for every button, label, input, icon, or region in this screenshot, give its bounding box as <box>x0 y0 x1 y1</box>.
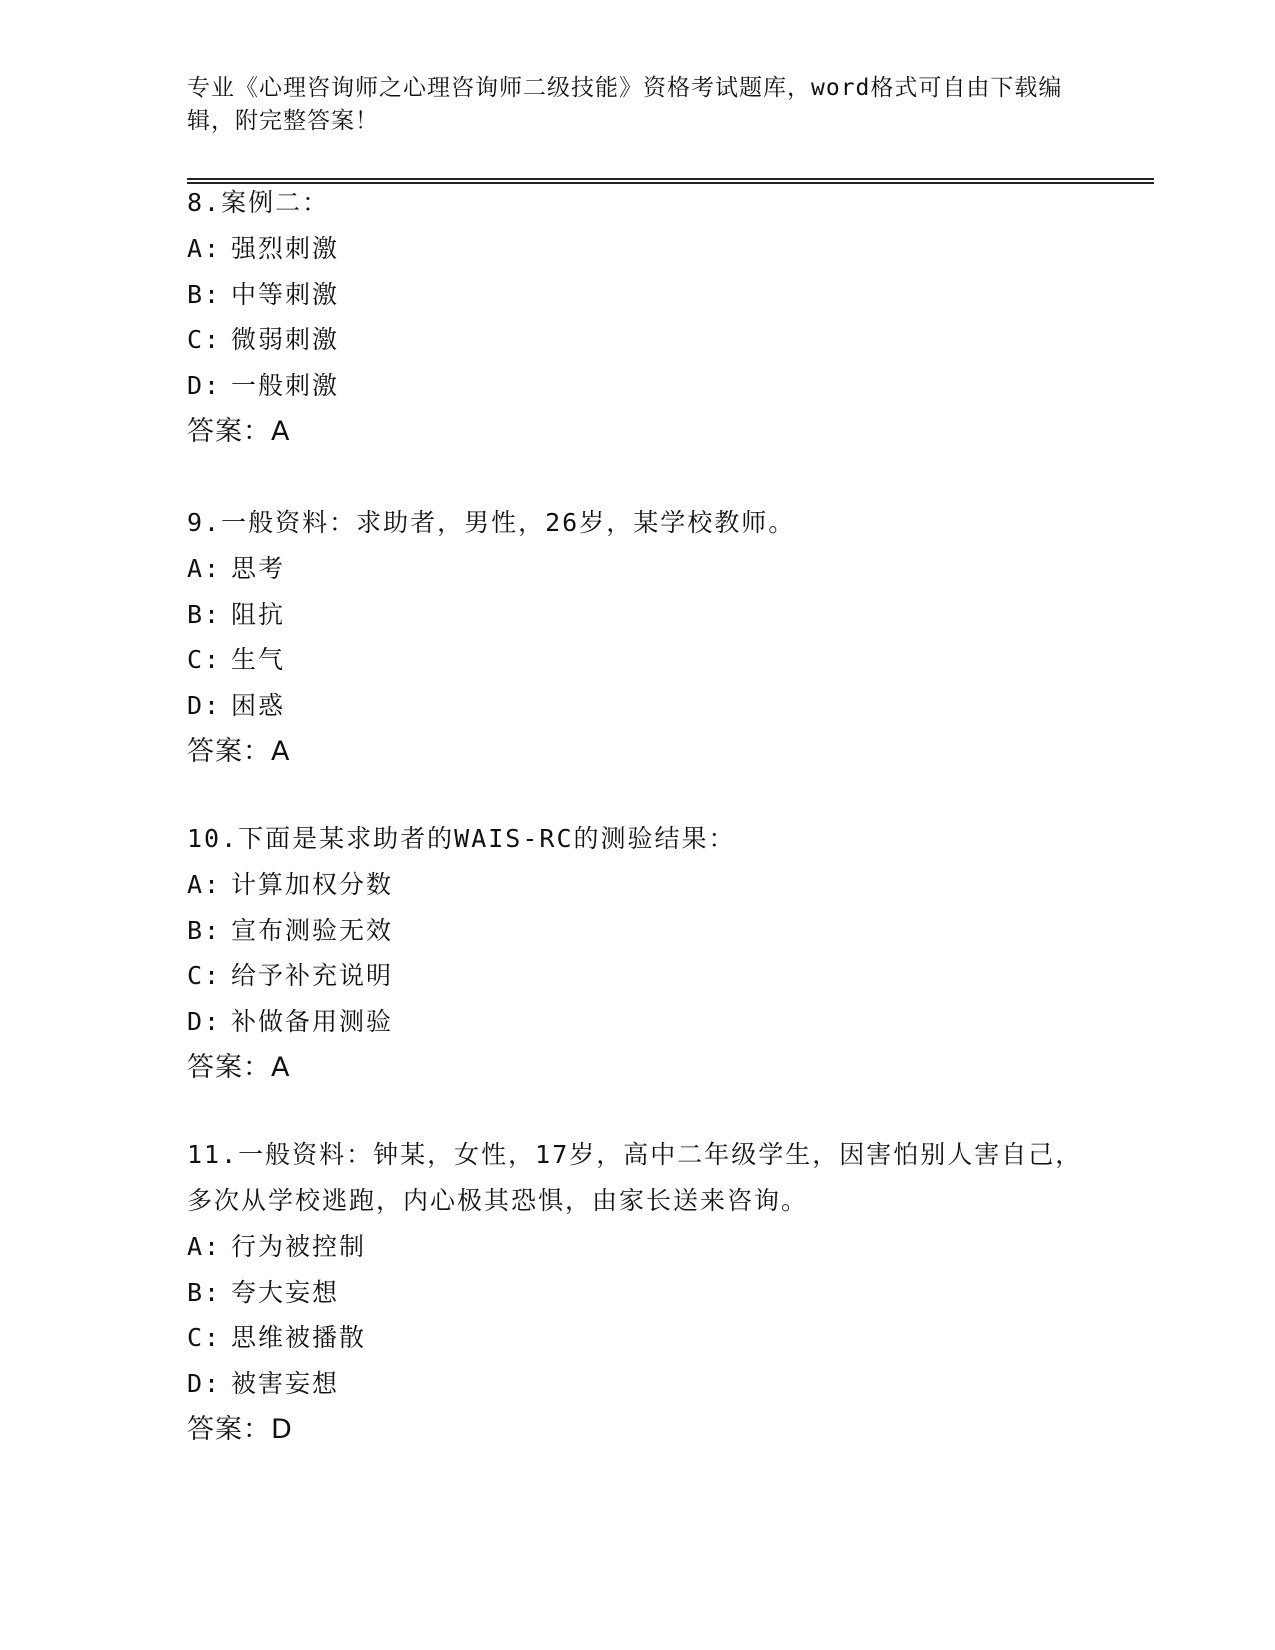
option-text: 补做备用测验 <box>231 1006 394 1036</box>
option-text: 微弱刺激 <box>231 325 340 354</box>
option-text: 困惑 <box>231 690 286 720</box>
option-key: B: <box>187 599 222 629</box>
answer-line: 答案：A <box>187 416 291 447</box>
option-b <box>187 1270 1087 1316</box>
option-a <box>187 546 1087 592</box>
question-11 <box>187 1132 1087 1454</box>
document-header: 专业《心理咨询师之心理咨询师二级技能》资格考试题库，word格式可自由下载编辑，附完整答案！ <box>187 75 1063 134</box>
option-text: 被害妄想 <box>231 1368 340 1398</box>
option-c <box>187 317 1087 363</box>
option-key: C: <box>187 961 222 990</box>
option-text: 生气 <box>231 645 286 674</box>
question-stem: 11.一般资料：钟某，女性，17岁，高中二年级学生，因害怕别人害自己，多次从学校逃跑，内心极其恐惧，由家长送来咨询。 <box>187 1140 1083 1215</box>
option-a <box>187 1224 1087 1270</box>
option-key: D: <box>187 1006 222 1036</box>
option-key: B: <box>187 1277 222 1307</box>
option-key: B: <box>187 279 222 309</box>
option-key: D: <box>187 1368 222 1398</box>
option-c <box>187 637 1087 683</box>
option-b <box>187 592 1087 638</box>
option-key: C: <box>187 325 222 354</box>
option-key: D: <box>187 370 222 400</box>
option-text: 中等刺激 <box>231 279 340 309</box>
option-key: A: <box>187 1232 222 1261</box>
option-text: 给予补充说明 <box>231 961 394 990</box>
question-10 <box>187 816 1087 1092</box>
option-key: D: <box>187 690 222 720</box>
option-d <box>187 683 1087 729</box>
option-a <box>187 862 1087 908</box>
option-key: A: <box>187 554 222 583</box>
option-c <box>187 953 1087 999</box>
option-text: 思考 <box>231 554 286 583</box>
option-text: 强烈刺激 <box>231 234 340 263</box>
option-text: 一般刺激 <box>231 370 340 400</box>
option-b <box>187 908 1087 954</box>
answer-line: 答案：D <box>187 1414 293 1445</box>
option-text: 夸大妄想 <box>231 1277 340 1307</box>
option-key: B: <box>187 915 222 945</box>
option-text: 阻抗 <box>231 599 286 629</box>
option-d <box>187 1361 1087 1407</box>
question-9 <box>187 500 1087 776</box>
question-stem: 9.一般资料：求助者，男性，26岁，某学校教师。 <box>187 508 796 537</box>
option-text: 计算加权分数 <box>231 870 394 899</box>
option-text: 行为被控制 <box>231 1232 367 1261</box>
option-d <box>187 999 1087 1045</box>
option-key: C: <box>187 645 222 674</box>
option-key: A: <box>187 234 222 263</box>
option-text: 思维被播散 <box>231 1323 367 1352</box>
option-c <box>187 1315 1087 1361</box>
option-b <box>187 272 1087 318</box>
answer-line: 答案：A <box>187 736 291 767</box>
option-text: 宣布测验无效 <box>231 915 394 945</box>
question-stem: 8.案例二： <box>187 188 330 217</box>
option-key: C: <box>187 1323 222 1352</box>
question-stem: 10.下面是某求助者的WAIS-RC的测验结果： <box>187 824 736 853</box>
answer-line: 答案：A <box>187 1052 291 1083</box>
option-a <box>187 226 1087 272</box>
option-key: A: <box>187 870 222 899</box>
question-8 <box>187 180 1087 456</box>
option-d <box>187 363 1087 409</box>
